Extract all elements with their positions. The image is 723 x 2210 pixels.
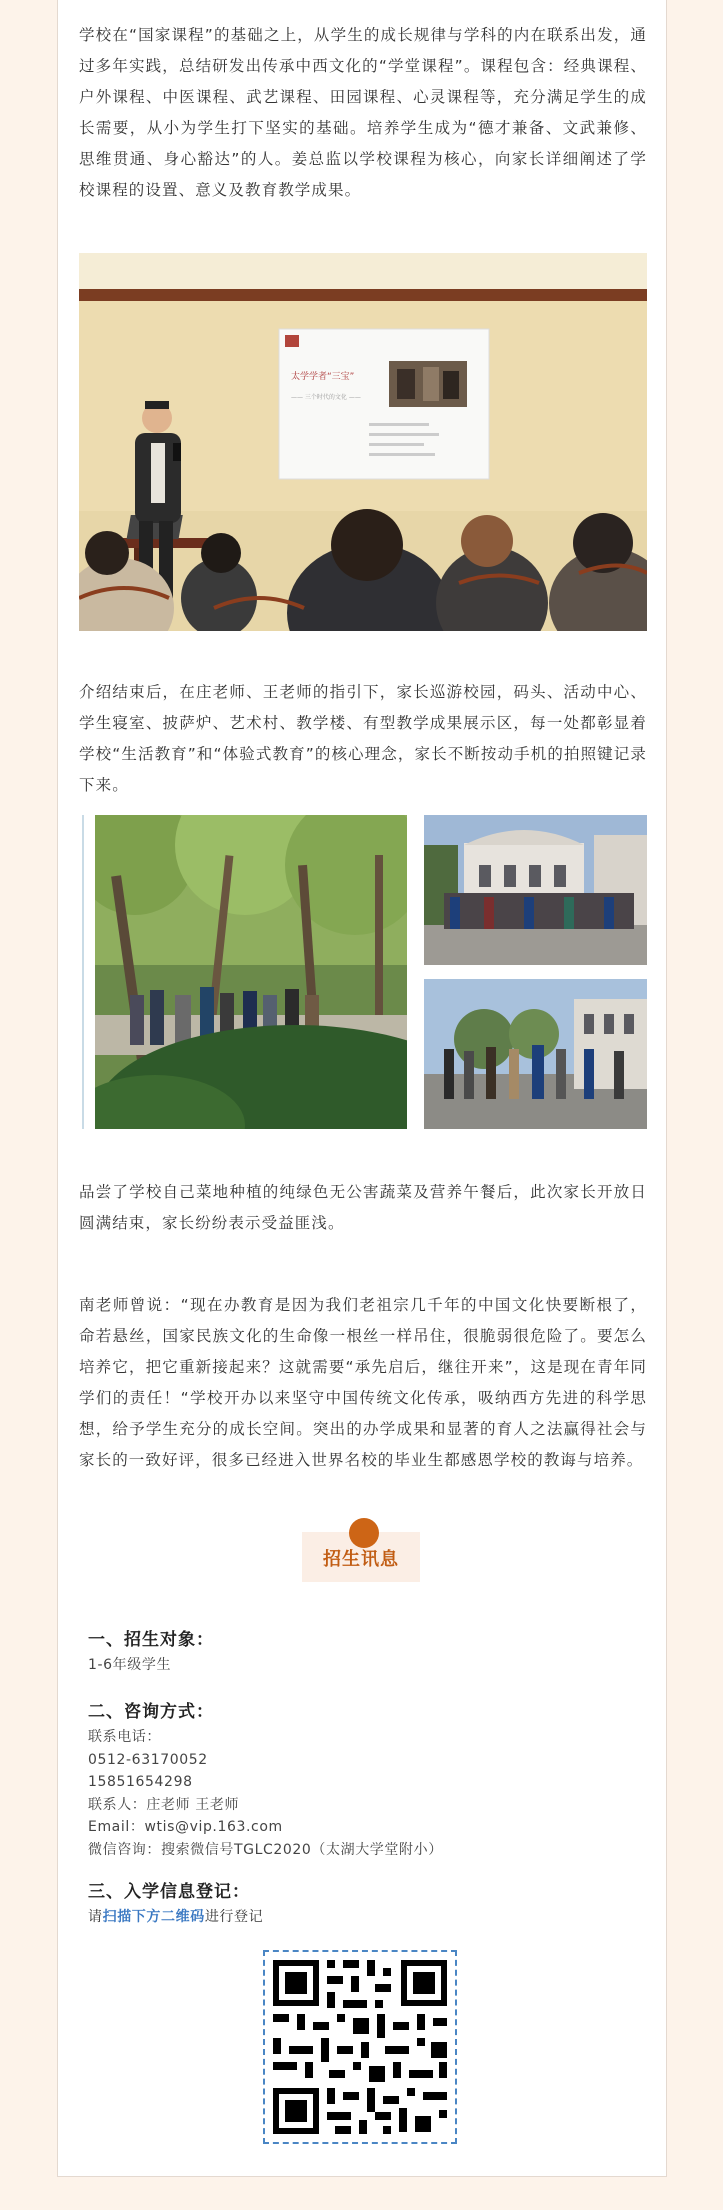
campus-tour-photo — [95, 815, 407, 1129]
walking-group-photo — [424, 979, 647, 1129]
reg-suffix: 进行登记 — [204, 1909, 264, 1925]
reg-prefix: 请 — [88, 1909, 103, 1925]
admissions-section-1 — [88, 1625, 648, 1677]
qr-code — [265, 1952, 455, 2142]
slide-title: 太学学者“三宝” — [291, 372, 355, 382]
slide-subtitle: —— 三个时代的文化 —— — [291, 394, 361, 401]
scan-qr-link[interactable]: 扫描下方二维码 — [102, 1909, 205, 1925]
registration-instruction — [88, 1906, 648, 1929]
tour-paragraph: 介绍结束后，在庄老师、王老师的指引下，家长巡游校园，码头、活动中心、学生寝室、披萨炉、艺术村、教学楼、有型教学成果展示区，每一处都彰显着学校“生活教育”和“体验式教育”的核心理念，家长不断按动手机的拍照键记录下来。 — [79, 683, 647, 794]
intro-paragraph: 学校在“国家课程”的基础之上，从学生的成长规律与学科的内在联系出发，通过多年实践，总结研发出传承中西文化的“学堂课程”。课程包含：经典课程、户外课程、中医课程、武艺课程、田园课程、心灵课程等，充分满足学生的成长需要，从小为学生打下坚实的基础。培养学生成为“德才兼备、文武兼修、思维贯通、身心豁达”的人。姜总监以学校课程为核心，向家长详细阐述了学校课程的设置、意义及教育教学成果。 — [79, 26, 647, 199]
section1-value: 1-6年级学生 — [88, 1657, 172, 1673]
group-photo — [424, 815, 647, 965]
section2-title: 二、咨询方式： — [88, 1702, 214, 1722]
admissions-section-2 — [88, 1697, 648, 1861]
phone-1[interactable]: 0512-63170052 — [88, 1751, 208, 1768]
section3-title: 三、入学信息登记： — [88, 1882, 250, 1902]
lecture-photo — [79, 253, 647, 631]
phone-2[interactable]: 15851654298 — [88, 1774, 193, 1790]
badge-dot — [349, 1518, 379, 1548]
lunch-paragraph: 品尝了学校自己菜地种植的纯绿色无公害蔬菜及营养午餐后，此次家长开放日圆满结束，家长纷纷表示受益匪浅。 — [79, 1183, 647, 1232]
wechat: 微信咨询：搜索微信号TGLC2020（太湖大学堂附小） — [88, 1841, 443, 1858]
qr-code-frame[interactable] — [263, 1950, 457, 2144]
admissions-badge: 招生讯息 — [323, 1549, 399, 1570]
contact-people: 联系人：庄老师 王老师 — [88, 1796, 240, 1813]
gallery-accent-bar — [82, 815, 84, 1129]
admissions-section-3 — [88, 1877, 648, 1929]
phone-label: 联系电话： — [88, 1729, 161, 1745]
quote-paragraph: 南老师曾说：“现在办教育是因为我们老祖宗几千年的中国文化快要断根了，命若悬丝，国家民族文化的生命像一根丝一样吊住，很脆弱很危险了。要怎么培养它，把它重新接起来？这就需要“承先启后，继往开来”，这是现在青年同学们的责任！“学校开办以来坚守中国传统文化传承，吸纳西方先进的科学思想，给予学生充分的成长空间。突出的办学成果和显著的育人之法赢得社会与家长的一致好评，很多已经进入世界名校的毕业生都感恩学校的教诲与培养。 — [79, 1296, 647, 1469]
section1-title: 一、招生对象： — [88, 1630, 214, 1650]
email[interactable]: Email：wtis@vip.163.com — [88, 1819, 283, 1835]
